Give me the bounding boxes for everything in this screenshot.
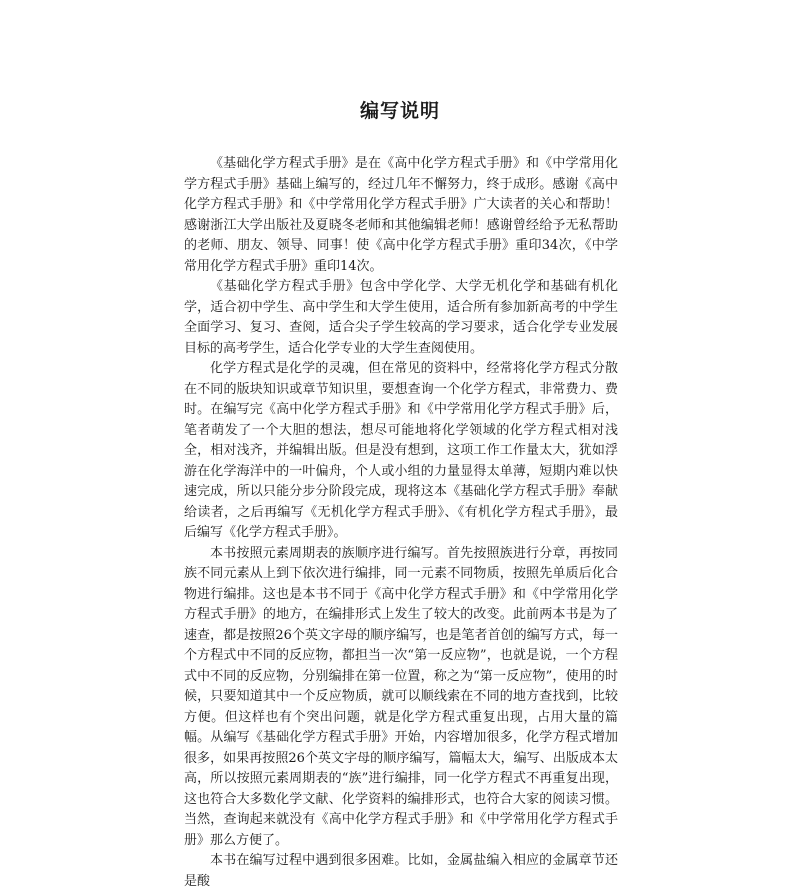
paragraph-5: 本书在编写过程中遇到很多困难。比如，金属盐编入相应的金属章节还是酸 [184, 853, 618, 889]
paragraph-2: 《基础化学方程式手册》包含中学化学、大学无机化学和基础有机化学，适合初中学生、高中学生和大学生使用，适合所有参加新高考的中学生全面学习、复习、查阅，适合尖子学生较高的学习要求，适合化学专业发展目标的高考学生，适合化学专业的大学生查阅使用。 [184, 279, 618, 356]
page-title: 编写说明 [359, 100, 440, 122]
paragraph-1: 《基础化学方程式手册》是在《高中化学方程式手册》和《中学常用化学方程式手册》基础上编写的，经过几年不懈努力，终于成形。感谢《高中化学方程式手册》和《中学常用化学方程式手册》广大读者的关心和帮助！感谢浙江大学出版社及夏晓冬老师和其他编辑老师！感谢曾经给予无私帮助的老师、朋友、领导、同事！使《高中化学方程式手册》重印34次，《中学常用化学方程式手册》重印14次。 [184, 156, 618, 274]
paragraph-3: 化学方程式是化学的灵魂，但在常见的资料中，经常将化学方程式分散在不同的版块知识或章节知识里，要想查询一个化学方程式，非常费力、费时。在编写完《高中化学方程式手册》和《中学常用化学方程式手册》后，笔者萌发了一个大胆的想法，想尽可能地将化学领域的化学方程式相对浅全，相对浅齐，并编辑出版。但是没有想到，这项工作工作量太大，犹如浮游在化学海洋中的一叶偏舟，个人或小组的力量显得太单薄，短期内难以快速完成，所以只能分步分阶段完成，现将这本《基础化学方程式手册》奉献给读者，之后再编写《无机化学方程式手册》、《有机化学方程式手册》，最后编写《化学方程式手册》。 [184, 361, 618, 540]
paragraph-4: 本书按照元素周期表的族顺序进行编写。首先按照族进行分章，再按同族不同元素从上到下依次进行编排，同一元素不同物质，按照先单质后化合物进行编排。这也是本书不同于《高中化学方程式手册》和《中学常用化学方程式手册》的地方，在编排形式上发生了较大的改变。此前两本书是为了速查，都是按照26个英文字母的顺序编写，也是笔者首创的编写方式，每一个方程式中不同的反应物，都担当一次“第一反应物”，也就是说，一个方程式中不同的反应物，分别编排在第一位置，称之为“第一反应物”，使用的时候，只要知道其中一个反应物质，就可以顺线索在不同的地方查找到，比较方便。但这样也有个突出问题，就是化学方程式重复出现，占用大量的篇幅。从编写《基础化学方程式手册》开始，内容增加很多，化学方程式增加很多，如果再按照26个英文字母的顺序编写，篇幅太大，编写、出版成本太高，所以按照元素周期表的“族”进行编排，同一化学方程式不再重复出现，这也符合大多数化学文献、化学资料的编排形式，也符合大家的阅读习惯。当然，查询起来就没有《高中化学方程式手册》和《中学常用化学方程式手册》那么方便了。 [184, 545, 618, 848]
document-body [184, 154, 618, 892]
